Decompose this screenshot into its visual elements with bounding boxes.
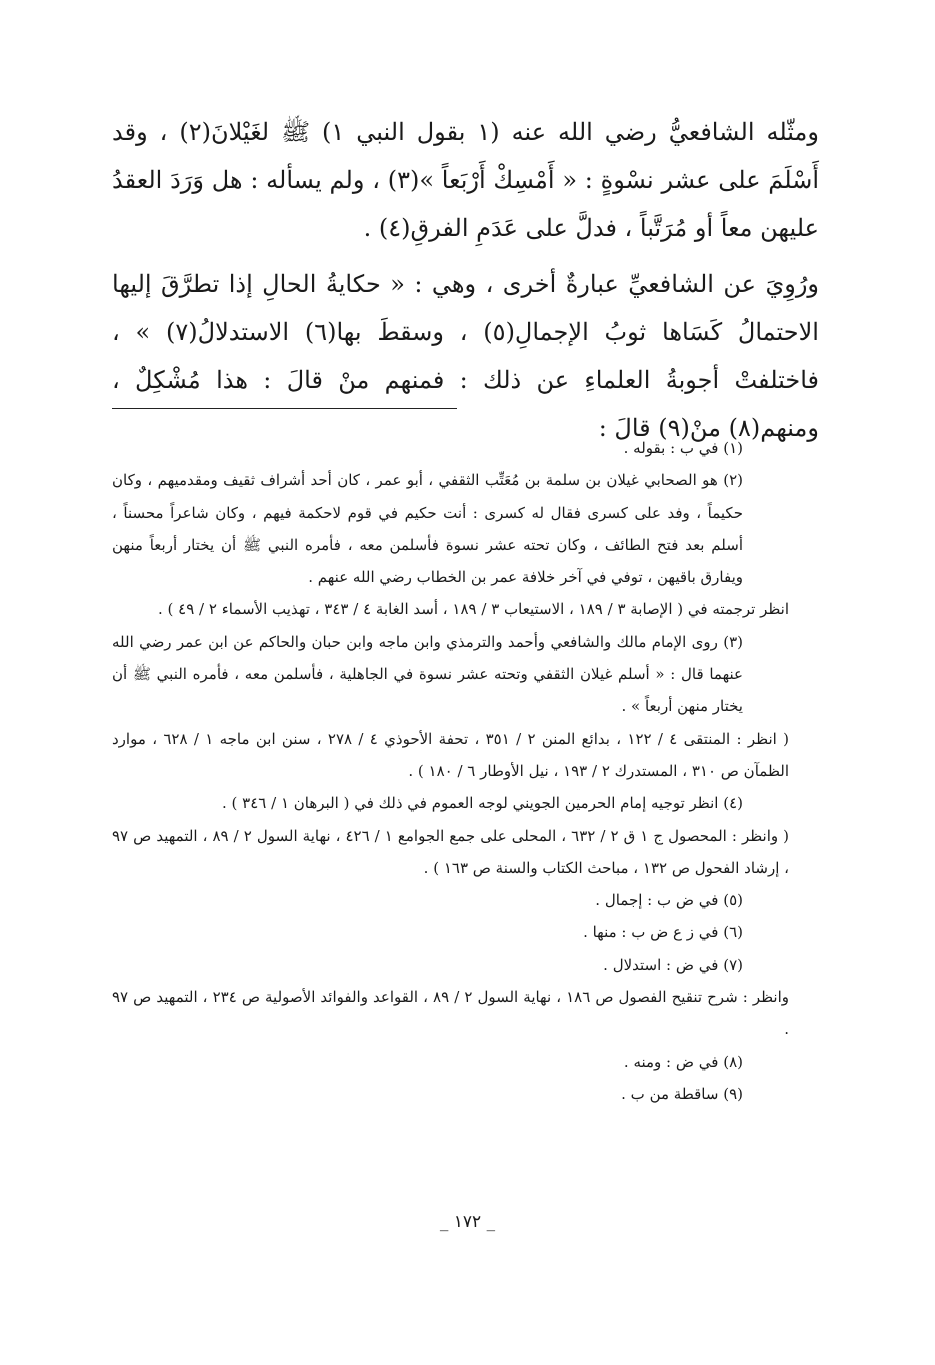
footnote: (٢) هو الصحابي غيلان بن سلمة بن مُعَتِّب الثقفي ، أبو عمر ، كان أحد أشراف ثقيف ومقدميهم ، وكان حكيماً ، وفد على كسرى فقال له كسرى : أنت حكيم في قوم لاحكمة فيهم ، وكان شاعراً محسناً ، أسلم بعد فتح الطائف ، وكان تحته عشر نسوة فأسلمن معه ، فأمره النبي ﷺ أن يختار أربعاً منهن ويفارق باقيهن ، توفي في آخر خلافة عمر بن الخطاب رضي الله عنهم . xyxy=(112,471,743,587)
footnote-divider xyxy=(112,408,457,409)
footnotes xyxy=(112,432,819,1110)
main-text xyxy=(112,108,819,452)
footnote: (٣) روى الإمام مالك والشافعي وأحمد والترمذي وابن ماجه وابن حبان والحاكم عن ابن عمر رضي الله عنهما قال : « أسلم غيلان الثقفي وتحته عشر نسوة في الجاهلية ، فأسلمن معه ، فأمره النبي ﷺ أن يختار منهن أربعاً » . xyxy=(112,632,743,716)
footnote: (٥) في ض ب : إجمال . xyxy=(595,891,743,910)
footnote: (٨) في ض : ومنه . xyxy=(623,1052,743,1071)
body-paragraph-1: ومثّله الشافعيُّ رضي الله عنه (١ بقول النبي ١) ﷺ لغَيْلانَ(٢) ، وقد أَسْلَمَ على عشر نسْوةٍ : « أَمْسِكْ أَرْبَعاً »(٣) ، ولم يسأله : هل وَرَدَ العقدُ عليهن معاً أو مُرَتَّباً ، فدلَّ على عَدَمِ الفرقِ(٤) . xyxy=(112,118,819,242)
page-number: _ ١٧٢ _ xyxy=(439,1212,496,1232)
footnote: (٤) انظر توجيه إمام الحرمين الجويني لوجه العموم في ذلك في ( البرهان ١ / ٣٤٦ ) . xyxy=(222,794,743,813)
footnote: (٧) في ض : استدلال . xyxy=(603,955,743,974)
footnote-continuation: وانظر : شرح تنقيح الفصول ص ١٨٦ ، نهاية السول ٢ / ٨٩ ، القواعد والفوائد الأصولية ص ٢٣٤ ، التمهيد ص ٩٧ . xyxy=(112,988,789,1039)
body-paragraph-2: ورُوِيَ عن الشافعيِّ عبارةٌ أخرى ، وهي : « حكايةُ الحالِ إذا تطرَّقَ إليها الاحتمالُ كَسَاها ثوبُ الإجمالِ(٥) ، وسقطَ بها(٦) الاستدلالُ(٧) » ، فاختلفتْ أجوبةُ العلماءِ عن ذلك : فمنهم منْ قالَ : هذا مُشْكِلٌ ، ومنهم(٨) منْ(٩) قالَ : xyxy=(112,270,819,442)
footnote-continuation: انظر ترجمته في ( الإصابة ٣ / ١٨٩ ، الاستيعاب ٣ / ١٨٩ ، أسد الغابة ٤ / ٣٤٣ ، تهذيب الأسماء ٢ / ٤٩ ) . xyxy=(157,600,789,619)
footnote-continuation: ( وانظر : المحصول ج ١ ق ٢ / ٦٣٢ ، المحلى على جمع الجوامع ١ / ٤٢٦ ، نهاية السول ٢ / ٨٩ ، التمهيد ص ٩٧ ، إرشاد الفحول ص ١٣٢ ، مباحث الكتاب والسنة ص ١٦٣ ) . xyxy=(112,826,790,877)
footnote: (١) في ب : بقوله . xyxy=(623,439,743,457)
footnote: (٩) ساقطة من ب . xyxy=(621,1084,743,1103)
footnote-continuation: ( انظر : المنتقى ٤ / ١٢٢ ، بدائع المنن ٢ / ٣٥١ ، تحفة الأحوذي ٤ / ٢٧٨ ، سنن ابن ماجه ١ / ٦٢٨ ، موارد الظمآن ص ٣١٠ ، المستدرك ٢ / ١٩٣ ، نيل الأوطار ٦ / ١٨٠ ) . xyxy=(112,729,789,780)
footnote: (٦) في ز ع ض ب : منها . xyxy=(583,923,743,942)
